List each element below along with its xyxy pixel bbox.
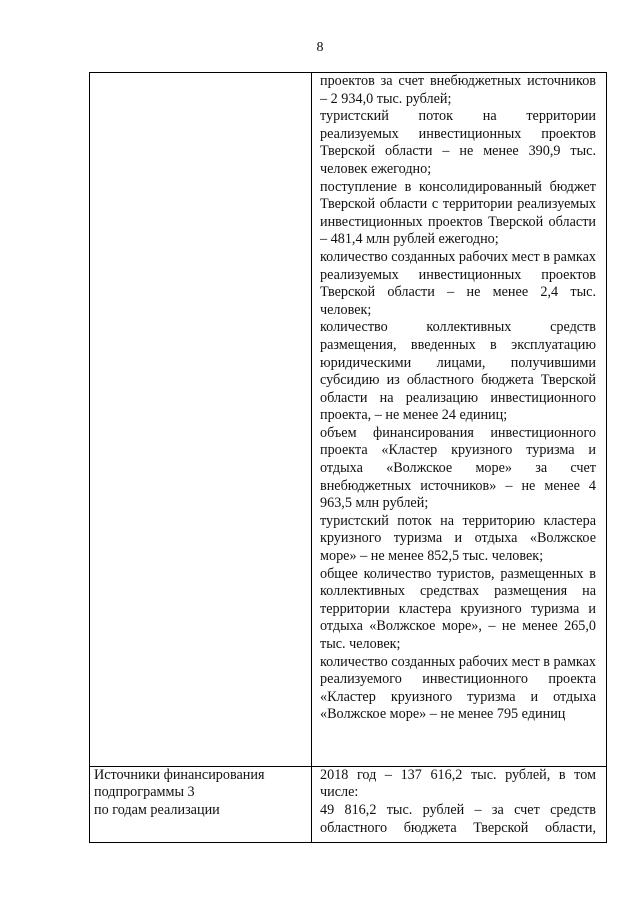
indicator-paragraph: проектов за счет внебюджетных источников – 2 934,0 тыс. рублей; (320, 73, 596, 107)
table-row-financing (90, 766, 607, 842)
indicator-paragraph: общее количество туристов, размещенных в коллективных средствах размещения на территории кластера круизного туризма и отдыха «Волжское море», – не менее 265,0 тыс. человек; (320, 565, 596, 652)
passport-table (89, 72, 607, 843)
indicator-paragraph: туристский поток на территорию кластера круизного туризма и отдыха «Волжское море» – не менее 852,5 тыс. человек; (320, 512, 596, 565)
page-number: 8 (316, 40, 324, 55)
financing-label-line: Источники финансирования (94, 766, 265, 783)
indicator-paragraph: туристский поток на территории реализуемых инвестиционных проектов Тверской области – не менее 390,9 тыс. человек ежегодно; (320, 108, 596, 177)
financing-paragraph: 2018 год – 137 616,2 тыс. рублей, в том числе: (320, 766, 596, 801)
indicator-paragraph: объем финансирования инвестиционного проекта «Кластер круизного туризма и отдыха «Волжское море» за счет внебюджетных источников» – не менее 4 963,5 млн рублей; (320, 424, 596, 512)
table-cell-empty (90, 73, 312, 767)
indicator-paragraph: количество созданных рабочих мест в рамках реализуемых инвестиционных проектов Тверской области – не менее 2,4 тыс. человек; (320, 248, 596, 318)
financing-paragraph: 49 816,2 тыс. рублей – за счет средств областного бюджета Тверской области, (320, 802, 596, 836)
table-cell-financing-values (312, 766, 607, 842)
financing-label-line: по годам реализации (94, 802, 220, 819)
indicator-paragraph: количество коллективных средств размещения, введенных в эксплуатацию юридическими лицами, получившими субсидию из областного бюджета Тверской области на реализацию инвестиционного проекта, – не менее 24 единиц; (320, 319, 596, 424)
indicator-paragraph: количество созданных рабочих мест в рамках реализуемого инвестиционного проекта «Кластер круизного туризма и отдыха «Волжское море» – не менее 795 единиц (320, 653, 596, 723)
table-cell-financing-label (90, 766, 312, 842)
table-row-indicators (90, 73, 607, 767)
financing-label-line: подпрограммы 3 (94, 784, 195, 801)
indicator-paragraph: поступление в консолидированный бюджет Тверской области с территории реализуемых инвестиционных проектов Тверской области – 481,4 млн рублей ежегодно; (320, 178, 596, 248)
table-cell-indicators (312, 73, 607, 767)
